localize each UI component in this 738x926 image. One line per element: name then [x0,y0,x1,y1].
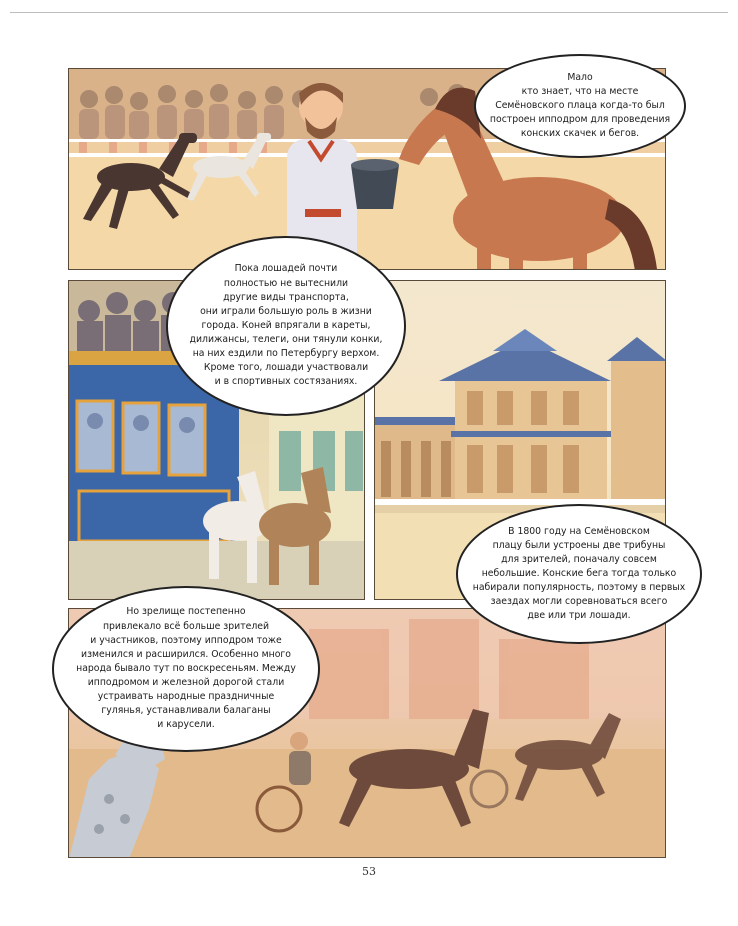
speech-bubble-hippodrome-history [474,54,686,158]
bubble-text: Пока лошадей почти полностью не вытеснили другие виды транспорта, они играли большую роль в жизни города. Коней впрягали в кареты, дилижансы, телеги, они тянули конки, на них ездили по Петербургу верхом. Кроме того, лошади участвовали и в спортивных состязаниях. [189,263,383,388]
bubble-text: В 1800 году на Семёновском плацу были устроены две трибуны для зрителей, поначалу совсем небольшие. Конские бега тогда только набирали популярность, поэтому в первых заездах могли соревноваться всего две или три лошади. [472,525,686,622]
speech-bubble-festivities [52,586,320,752]
bubble-text: Мало кто знает, что на месте Семёновского плаца когда-то был построен ипподром для проведения конских скачек и бегов. [489,71,671,140]
speech-bubble-1800-tribunes [456,504,702,644]
top-rule [10,12,728,13]
bubble-text: Но зрелище постепенно привлекало всё больше зрителей и участников, поэтому ипподром тоже изменился и расширился. Особенно много народа бывало тут по воскресеньям. Между ипподромом и железной дорогой стали устраивать народные праздничные гулянья, устанавливали балаганы и карусели. [76,606,296,731]
page-number: 53 [362,865,376,878]
speech-bubble-horses-in-city [166,236,406,416]
